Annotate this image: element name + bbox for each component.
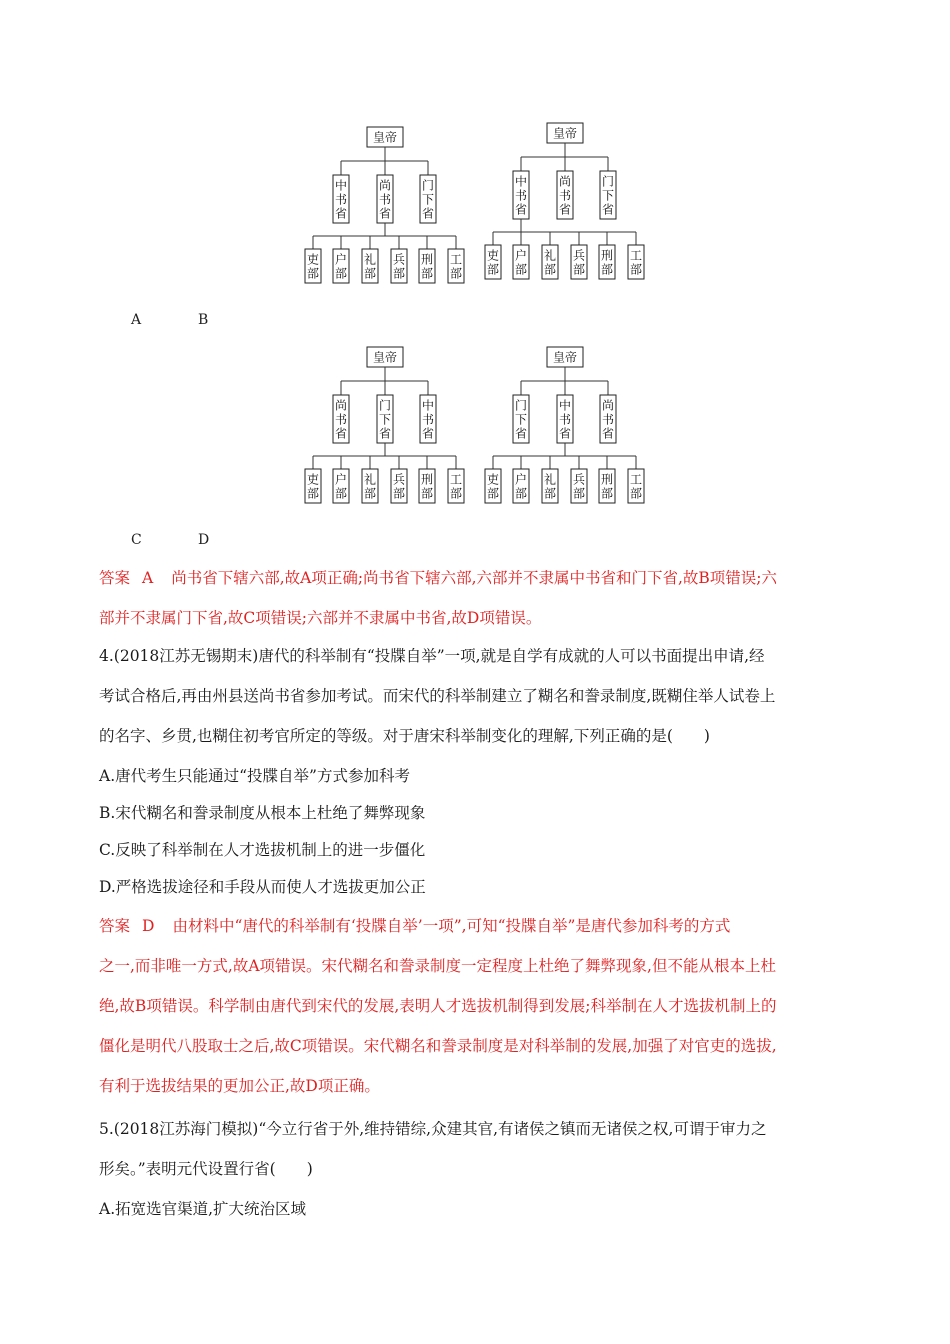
question-4-option-a[interactable]: A.唐代考生只能通过“投牒自举”方式参加科考 [99, 767, 410, 785]
department-box [542, 245, 558, 279]
ministry-box-label: 尚 [601, 398, 615, 413]
department-box-label: 工 [629, 472, 643, 487]
answer-3-line-1 [99, 558, 859, 598]
department-box [513, 469, 529, 503]
question-4-option-c[interactable]: C.反映了科举制在人才选拔机制上的进一步僵化 [99, 841, 426, 859]
department-box-label: 部 [449, 266, 463, 281]
ministry-box [333, 175, 349, 223]
emperor-box-label: 皇帝 [552, 350, 578, 365]
answer-4-letter: D [142, 917, 155, 935]
answer-3-letter: A [142, 569, 154, 587]
question-4-option-b[interactable]: B.宋代糊名和誊录制度从根本上杜绝了舞弊现象 [99, 804, 426, 822]
org-chart-b [482, 121, 652, 297]
department-box [333, 469, 349, 503]
department-box-label: 部 [543, 262, 557, 277]
ministry-box [557, 395, 573, 443]
ministry-box-label: 中 [514, 174, 528, 189]
ministry-box [420, 395, 436, 443]
department-box-label: 部 [420, 266, 434, 281]
department-box-label: 工 [449, 472, 463, 487]
department-box [628, 245, 644, 279]
department-box-label: 礼 [363, 472, 377, 487]
department-box-label: 刑 [600, 472, 614, 487]
department-box-label: 部 [486, 262, 500, 277]
department-box-label: 部 [629, 262, 643, 277]
ministry-box [600, 171, 616, 219]
org-chart-b-svg [482, 121, 652, 297]
org-chart-c-svg [302, 345, 472, 517]
ministry-box-label: 省 [378, 206, 392, 221]
ministry-box-label: 下 [378, 412, 392, 427]
department-box [419, 249, 435, 283]
ministry-box [377, 175, 393, 223]
department-box-label: 部 [392, 486, 406, 501]
org-chart-d [482, 345, 652, 517]
department-box [305, 249, 321, 283]
department-box-label: 兵 [572, 248, 586, 263]
ministry-box-label: 省 [421, 426, 435, 441]
department-box-label: 礼 [363, 252, 377, 267]
ministry-box-label: 门 [514, 398, 528, 413]
question-5-line-2: 形矣。”表明元代设置行省( ) [99, 1160, 313, 1178]
answer-3 [99, 558, 859, 638]
ministry-box-label: 中 [558, 398, 572, 413]
department-box [419, 469, 435, 503]
department-box-label: 部 [306, 486, 320, 501]
emperor-box [547, 347, 583, 367]
emperor-box-label: 皇帝 [372, 350, 398, 365]
department-box [571, 469, 587, 503]
ministry-box-label: 书 [514, 188, 528, 203]
department-box-label: 部 [514, 486, 528, 501]
department-box [513, 245, 529, 279]
ministry-box-label: 门 [421, 178, 435, 193]
ministry-box-label: 尚 [378, 178, 392, 193]
department-box [628, 469, 644, 503]
emperor-box [547, 123, 583, 143]
option-label-c: C [131, 532, 142, 548]
ministry-box-label: 中 [421, 398, 435, 413]
department-box-label: 兵 [572, 472, 586, 487]
ministry-box [377, 395, 393, 443]
ministry-box-label: 省 [558, 202, 572, 217]
ministry-box [557, 171, 573, 219]
question-4-option-d[interactable]: D.严格选拔途径和手段从而使人才选拔更加公正 [99, 878, 426, 896]
question-5 [99, 1109, 859, 1189]
ministry-box-label: 书 [421, 412, 435, 427]
department-box-label: 部 [363, 486, 377, 501]
emperor-box-label: 皇帝 [552, 126, 578, 141]
department-box-label: 工 [449, 252, 463, 267]
department-box-label: 部 [334, 486, 348, 501]
ministry-box-label: 下 [514, 412, 528, 427]
department-box-label: 刑 [600, 248, 614, 263]
ministry-box-label: 下 [421, 192, 435, 207]
department-box [391, 249, 407, 283]
ministry-box-label: 书 [334, 412, 348, 427]
ministry-box [513, 171, 529, 219]
department-box [391, 469, 407, 503]
emperor-box [367, 127, 403, 147]
ministry-box-label: 省 [601, 426, 615, 441]
department-box [362, 249, 378, 283]
org-chart-d-svg [482, 345, 652, 517]
answer-4-line-3: 绝,故B项错误。科学制由唐代到宋代的发展,表明人才选拔机制得到发展;科举制在人才选拔机制上的 [99, 997, 777, 1015]
department-box-label: 吏 [486, 248, 500, 263]
option-label-b: B [198, 312, 209, 328]
department-box-label: 户 [514, 248, 528, 263]
ministry-box-label: 门 [601, 174, 615, 189]
question-4-line-3: 的名字、乡贯,也糊住初考官所定的等级。对于唐宋科举制变化的理解,下列正确的是( ) [99, 727, 710, 745]
ministry-box-label: 书 [378, 192, 392, 207]
department-box [305, 469, 321, 503]
ministry-box-label: 下 [601, 188, 615, 203]
department-box-label: 部 [486, 486, 500, 501]
department-box-label: 部 [514, 262, 528, 277]
ministry-box [513, 395, 529, 443]
question-5-line-1: 5.(2018江苏海门模拟)“今立行省于外,维持错综,众建其官,有诸侯之镇而无诸侯之权,可谓于审力之 [99, 1120, 767, 1138]
option-label-d: D [198, 532, 210, 548]
department-box [542, 469, 558, 503]
option-label-a: A [131, 312, 142, 328]
department-box-label: 部 [334, 266, 348, 281]
department-box-label: 礼 [543, 472, 557, 487]
ministry-box [420, 175, 436, 223]
ministry-box-label: 书 [601, 412, 615, 427]
ministry-box-label: 省 [334, 426, 348, 441]
org-chart-c [302, 345, 472, 517]
answer-4-line-2: 之一,而非唯一方式,故A项错误。宋代糊名和誊录制度一定程度上杜绝了舞弊现象,但不能从根本上杜 [99, 957, 776, 975]
department-box-label: 兵 [392, 252, 406, 267]
department-box-label: 部 [572, 486, 586, 501]
department-box-label: 部 [363, 266, 377, 281]
department-box-label: 礼 [543, 248, 557, 263]
answer-4-tag: 答案 [99, 917, 131, 935]
department-box-label: 吏 [306, 252, 320, 267]
ministry-box-label: 尚 [334, 398, 348, 413]
department-box-label: 部 [306, 266, 320, 281]
department-box-label: 部 [572, 262, 586, 277]
ministry-box [333, 395, 349, 443]
department-box-label: 刑 [420, 472, 434, 487]
department-box-label: 户 [514, 472, 528, 487]
department-box [485, 245, 501, 279]
department-box [362, 469, 378, 503]
emperor-box-label: 皇帝 [372, 130, 398, 145]
ministry-box-label: 省 [378, 426, 392, 441]
answer-4 [99, 906, 859, 1106]
department-box-label: 部 [543, 486, 557, 501]
department-box-label: 户 [334, 252, 348, 267]
department-box-label: 户 [334, 472, 348, 487]
department-box-label: 吏 [306, 472, 320, 487]
org-chart-a-svg [302, 125, 472, 297]
ministry-box-label: 书 [558, 412, 572, 427]
question-4-line-2: 考试合格后,再由州县送尚书省参加考试。而宋代的科举制建立了糊名和誊录制度,既糊住举人试卷上 [99, 687, 776, 705]
department-box [571, 245, 587, 279]
ministry-box-label: 省 [601, 202, 615, 217]
department-box [599, 469, 615, 503]
department-box [448, 469, 464, 503]
department-box-label: 部 [629, 486, 643, 501]
department-box [333, 249, 349, 283]
emperor-box [367, 347, 403, 367]
department-box-label: 兵 [392, 472, 406, 487]
department-box-label: 刑 [420, 252, 434, 267]
answer-4-line-5: 有利于选拔结果的更加公正,故D项正确。 [99, 1077, 380, 1095]
ministry-box-label: 书 [558, 188, 572, 203]
answer-4-line-4: 僵化是明代八股取士之后,故C项错误。宋代糊名和誊录制度是对科举制的发展,加强了对官吏的选拔, [99, 1037, 777, 1055]
answer-3-text-1: 尚书省下辖六部,故A项正确;尚书省下辖六部,六部并不隶属中书省和门下省,故B项错误;六 [171, 569, 778, 587]
department-box-label: 部 [392, 266, 406, 281]
department-box-label: 工 [629, 248, 643, 263]
department-box-label: 部 [420, 486, 434, 501]
question-4 [99, 636, 859, 756]
answer-4-text-1: 由材料中“唐代的科举制有‘投牒自举’一项”,可知“投牒自举”是唐代参加科考的方式 [172, 917, 731, 935]
ministry-box-label: 省 [558, 426, 572, 441]
department-box [599, 245, 615, 279]
department-box-label: 部 [600, 486, 614, 501]
ministry-box-label: 省 [514, 426, 528, 441]
ministry-box-label: 省 [421, 206, 435, 221]
org-chart-a [302, 125, 472, 297]
ministry-box-label: 门 [378, 398, 392, 413]
question-5-options [99, 1189, 859, 1229]
answer-3-line-2: 部并不隶属门下省,故C项错误;六部并不隶属中书省,故D项错误。 [99, 609, 542, 627]
answer-3-tag: 答案 [99, 569, 131, 587]
ministry-box-label: 尚 [558, 174, 572, 189]
ministry-box [600, 395, 616, 443]
question-4-options [99, 758, 859, 906]
ministry-box-label: 书 [334, 192, 348, 207]
answer-4-line-1 [99, 906, 859, 946]
department-box [448, 249, 464, 283]
ministry-box-label: 省 [514, 202, 528, 217]
question-5-option-a[interactable]: A.拓宽选官渠道,扩大统治区域 [99, 1200, 307, 1218]
department-box-label: 部 [600, 262, 614, 277]
ministry-box-label: 中 [334, 178, 348, 193]
question-4-line-1: 4.(2018江苏无锡期末)唐代的科举制有“投牒自举”一项,就是自学有成就的人可以书面提出申请,经 [99, 647, 765, 665]
department-box-label: 部 [449, 486, 463, 501]
department-box [485, 469, 501, 503]
department-box-label: 吏 [486, 472, 500, 487]
ministry-box-label: 省 [334, 206, 348, 221]
